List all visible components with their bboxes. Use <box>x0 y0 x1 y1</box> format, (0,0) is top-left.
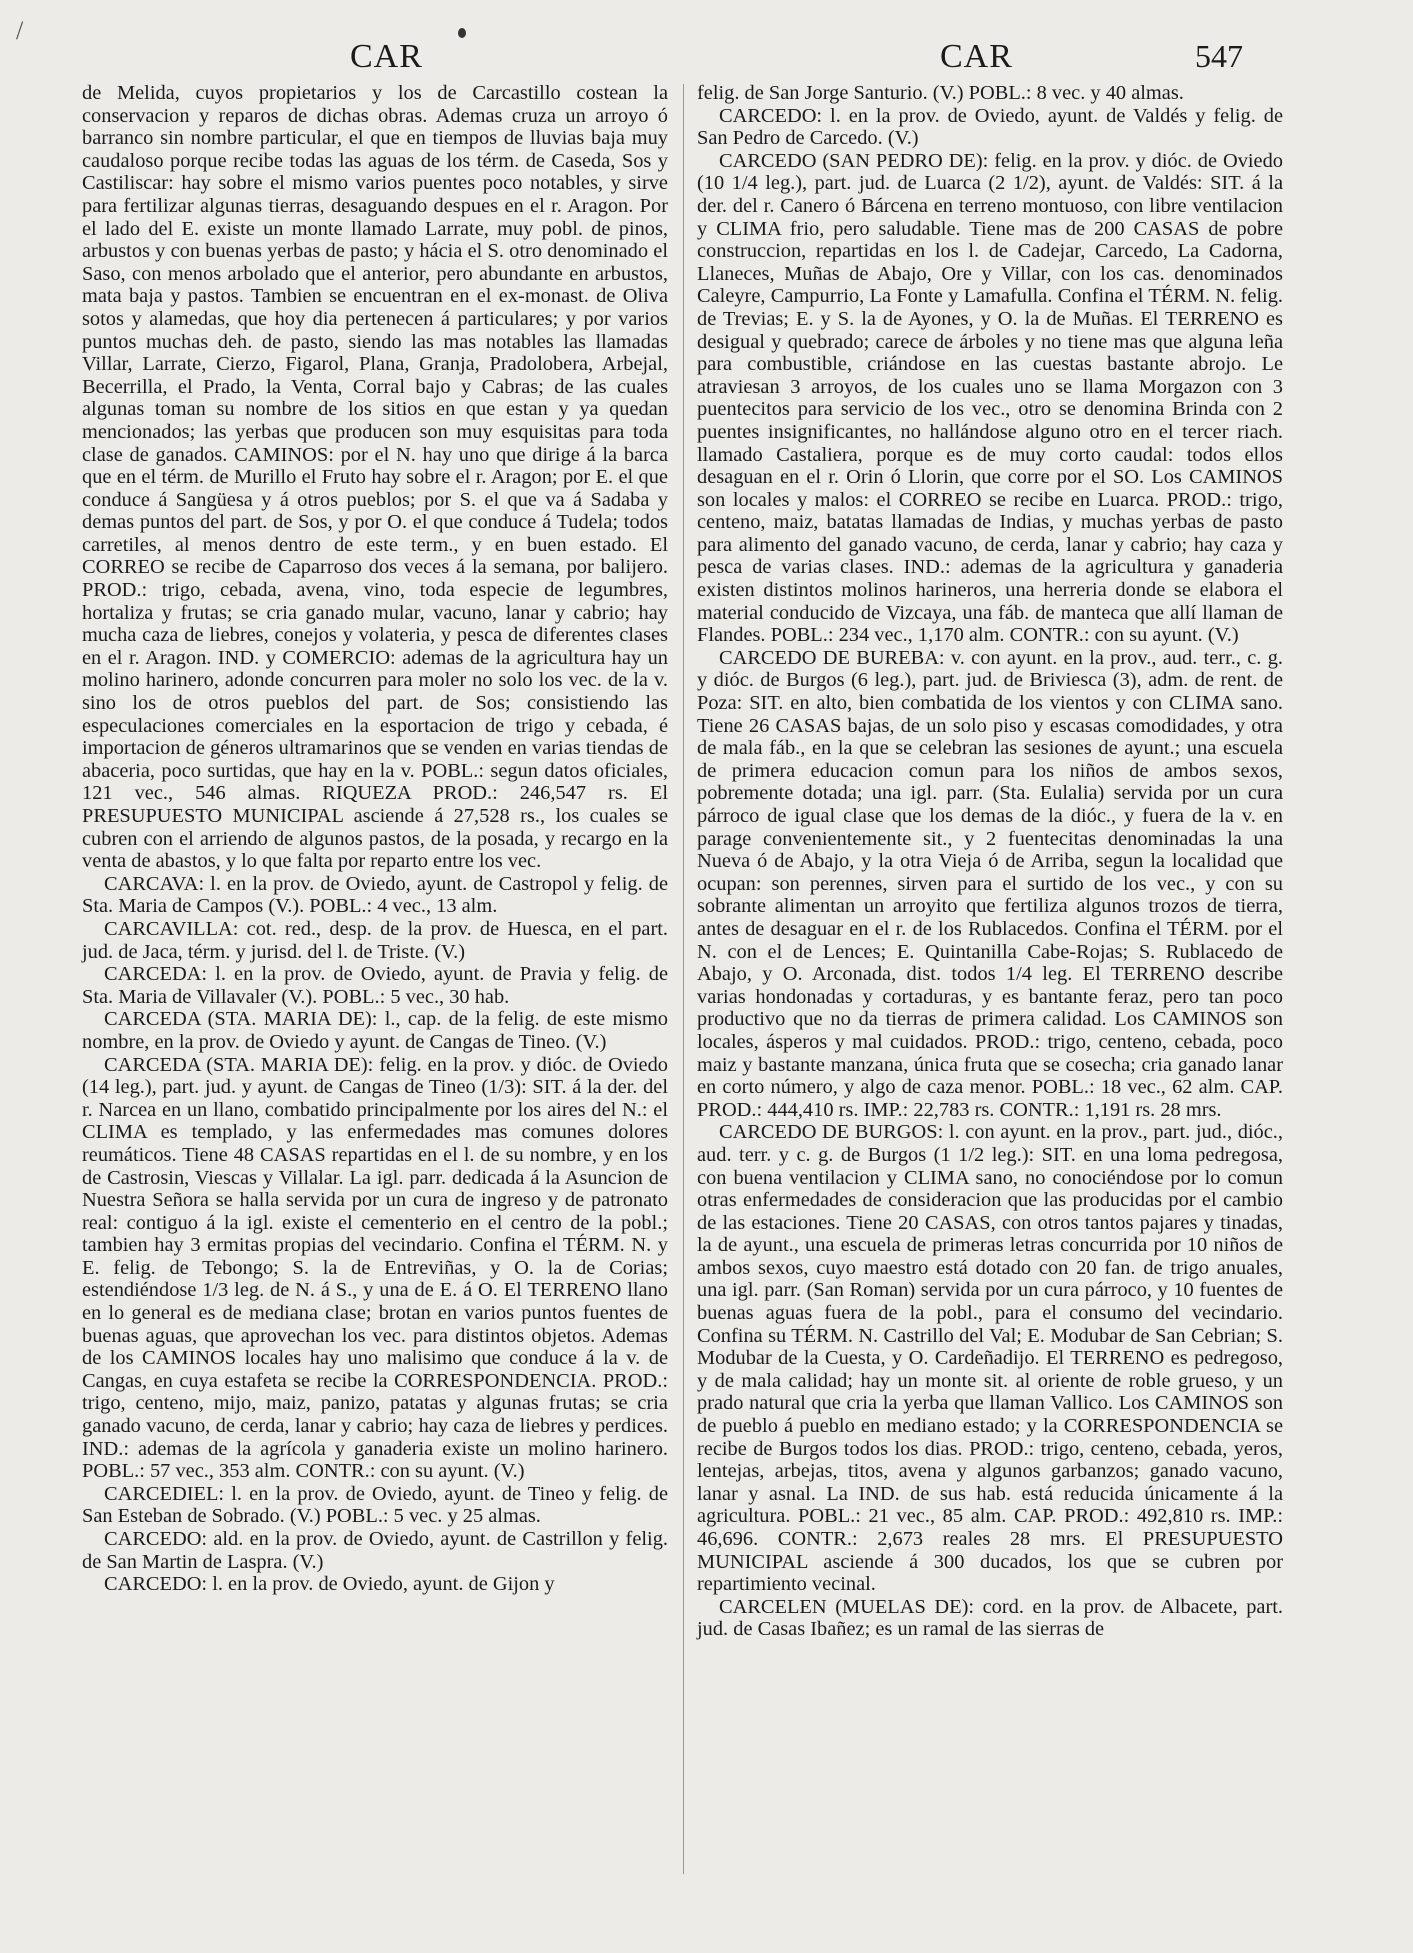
column-divider <box>683 84 684 1874</box>
ink-dot <box>458 28 466 38</box>
dictionary-entry: CARCEDA (STA. MARIA DE): l., cap. de la felig. de este mismo nombre, en la prov. de Oviedo y ayunt. de Cangas de Tineo. (V.) <box>82 1008 668 1053</box>
dictionary-entry: CARCAVA: l. en la prov. de Oviedo, ayunt. de Castropol y felig. de Sta. Maria de Campos (V.). POBL.: 4 vec., 13 alm. <box>82 872 668 918</box>
dictionary-entry: CARCELEN (MUELAS DE): cord. en la prov. de Albacete, part. jud. de Casas Ibañez; es un ramal de las sierras de <box>697 1595 1283 1641</box>
dictionary-entry: CARCAVILLA: cot. red., desp. de la prov. de Huesca, en el part. jud. de Jaca, térm. y jurisd. del l. de Triste. (V.) <box>82 917 668 963</box>
corner-mark: / <box>16 16 24 45</box>
dictionary-entry: CARCEDA (STA. MARIA DE): felig. en la prov. y dióc. de Oviedo (14 leg.), part. jud. y ayunt. de Cangas de Tineo (1/3): SIT. á la der. del r. Narcea en un llano, combatido principalmente por los aires del N.: el CLIMA es templado, y las enfermedades mas comunes dolores reumáticos. Tiene 48 CASAS repartidas en el l. de su nombre, y en los de Castrosin, Viescas y Villalar. La igl. parr. dedicada á la Asuncion de Nuestra Señora se halla servida por un cura de ingreso y de patronato real: contiguo á la igl. existe el cementerio en el centro de la pobl.; tambien hay 3 ermitas propias del vecindario. Confina el TÉRM. N. y E. felig. de Tebongo; S. la de Entreviñas, y O. la de Corias; estendiéndose 1/3 leg. de N. á S., y una de E. á O. El TERRENO llano en lo general es de mediana clase; brotan en varios puntos fuentes de buenas aguas, que aprovechan los vec. para distintos objetos. Ademas de los CAMINOS locales hay uno malisimo que conduce á la v. de Cangas, en cuya estafeta se recibe la CORRESPONDENCIA. PROD.: trigo, centeno, mijo, maiz, panizo, patatas y algunas frutas; se cria ganado vacuno, de cerda, lanar y cabrio; hay caza de liebres y perdices. IND.: ademas de la agrícola y ganaderia existe un molino harinero. POBL.: 57 vec., 353 alm. CONTR.: con su ayunt. (V.) <box>82 1053 668 1483</box>
dictionary-entry: de Melida, cuyos propietarios y los de Carcastillo costean la conservacion y reparos de dichas obras. Ademas cruza un arroyo ó barranco sin nombre particular, el que en tiempos de lluvias baja muy caudaloso porque recibe todas las aguas de los térm. de Caseda, Sos y Castiliscar: hay sobre el mismo varios puentes poco notables, y sirve para fertilizar algunas tierras, desaguando despues en el r. Aragon. Por el lado del E. existe un monte llamado Larrate, muy pobl. de pinos, arbustos y con buenas yerbas de pasto; y hácia el S. otro denominado el Saso, con menos arbolado que el anterior, pero abundante en arbustos, mata baja y pastos. Tambien se encuentran en el ex-monast. de Oliva sotos y alamedas, que hoy dia pertenecen á particulares; y por varios puntos muchas deh. de pasto, siendo las mas notables las llamadas Villar, Larrate, Cierzo, Figarol, Plana, Granja, Pradolobera, Arbejal, Becerrilla, el Prado, la Venta, Corral bajo y Cabras; de las cuales algunas toman su nombre de los sitios en que estan y ya quedan mencionados; las yerbas que producen son muy esquisitas para toda clase de ganados. CAMINOS: por el N. hay uno que dirige á la barca que en el térm. de Murillo el Fruto hay sobre el r. Aragon; por E. el que conduce á Sangüesa y á otros pueblos; por S. el que va á Sadaba y demas puntos del part. de Sos, y por O. el que conduce á Tudela; todos carretiles, al menos dentro de este term., y en buen estado. El CORREO se recibe de Caparroso dos veces á la semana, por balijero. PROD.: trigo, cebada, avena, vino, toda especie de legumbres, hortaliza y frutas; se cria ganado mular, vacuno, lanar y cabrio; hay mucha caza de liebres, conejos y volateria, y pesca de diferentes clases en el r. Aragon. IND. y COMERCIO: ademas de la agricultura hay un molino harinero, adonde concurren para moler no solo los vec. de la v. sino los de otros pueblos del part. de Sos; consistiendo las especulaciones comerciales en la esportacion de trigo y cebada, é importacion de géneros ultramarinos que se venden en varias tiendas de abaceria, poco surtidas, que hay en la v. POBL.: segun datos oficiales, 121 vec., 546 almas. RIQUEZA PROD.: 246,547 rs. El PRESUPUESTO MUNICIPAL asciende á 27,528 rs., los cuales se cubren con el arriendo de algunos pastos, de la posada, y recargo en la venta de abastos, y lo que falta por reparto entre los vec. <box>82 82 668 873</box>
dictionary-entry: CARCEDO (SAN PEDRO DE): felig. en la prov. y dióc. de Oviedo (10 1/4 leg.), part. jud. de Luarca (2 1/2), ayunt. de Valdés: SIT. á la der. del r. Canero ó Bárcena en terreno montuoso, con libre ventilacion y CLIMA frio, pero saludable. Tiene mas de 200 CASAS de pobre construccion, repartidas en los l. de Cadejar, Carcedo, La Cadorna, Llaneces, Muñas de Abajo, Ore y Villar, con los cas. denominados Caleyre, Campurrio, La Fonte y Lamafulla. Confina el TÉRM. N. felig. de Trevias; E. y S. la de Ayones, y O. la de Muñas. El TERRENO es desigual y quebrado; carece de árboles y no tiene mas que alguna leña para combustible, criándose en las cuestas bastante abrojo. Le atraviesan 3 arroyos, de los cuales uno se llama Morgazon con 3 puentecitos para servicio de los vec., otro se denomina Brinda con 2 puentes insignificantes, no hallándose alguno otro en el tercer riach. llamado Castaliera, porque es de muy corto caudal: todos ellos desaguan en el r. Orin ó Llorin, que corre por el SO. Los CAMINOS son locales y malos: el CORREO se recibe en Luarca. PROD.: trigo, centeno, maiz, batatas llamadas de Indias, y muchas yerbas de pasto para alimento del ganado vacuno, de cerda, lanar y cabrio; hay caza y pesca de varias clases. IND.: ademas de la agricultura y ganaderia existen distintos molinos harineros, una herreria donde se elabora el material conducido de Vizcaya, una fáb. de manteca que allí llaman de Flandes. POBL.: 234 vec., 1,170 alm. CONTR.: con su ayunt. (V.) <box>697 149 1283 647</box>
dictionary-entry: CARCEDO: l. en la prov. de Oviedo, ayunt. de Valdés y felig. de San Pedro de Carcedo. (V.) <box>697 104 1283 150</box>
page-number: 547 <box>1195 38 1243 74</box>
left-column <box>82 82 668 1596</box>
dictionary-entry: CARCEDO: ald. en la prov. de Oviedo, ayunt. de Castrillon y felig. de San Martin de Laspra. (V.) <box>82 1528 668 1573</box>
dictionary-entry: CARCEDO: l. en la prov. de Oviedo, ayunt. de Gijon y <box>104 1573 555 1596</box>
dictionary-entry: CARCEDO DE BUREBA: v. con ayunt. en la prov., aud. terr., c. g. y dióc. de Burgos (6 leg.), part. jud. de Briviesca (3), adm. de rent. de Poza: SIT. en alto, bien combatida de los vientos y con CLIMA sano. Tiene 26 CASAS bajas, de un solo piso y escasas comodidades, y otra de mala fáb., en la que se celebran las sesiones de ayunt.; una escuela de primera educacion comun para los niños de ambos sexos, pobremente dotada; una igl. parr. (Sta. Eulalia) servida por un cura párroco de igual clase que los demas de la dióc., y fuera de la v. en parage convenientemente sit., y 2 fuentecitas denominadas la una Nueva ó de Abajo, y la otra Vieja ó de Arriba, segun la localidad que ocupan: son perennes, sirven para el surtido de los vec., y con su sobrante alimentan un arroyito que fertiliza algunos trozos de tierra, antes de desaguar en el r. de los Rublacedos. Confina el TÉRM. por el N. con el de Lences; E. Quintanilla Cabe-Rojas; S. Rublacedo de Abajo, y O. Arconada, dist. todos 1/4 leg. El TERRENO describe varias hondonadas y cortaduras, y es bantante feraz, pero tan poco productivo que no da tierras de primera calidad. Los CAMINOS son locales, ásperos y mal cuidados. PROD.: trigo, centeno, cebada, poco maiz y bastante manzana, única fruta que se cosecha; cria ganado lanar en corto número, y algo de caza menor. POBL.: 18 vec., 62 alm. CAP. PROD.: 444,410 rs. IMP.: 22,783 rs. CONTR.: 1,191 rs. 28 mrs. <box>697 646 1283 1121</box>
running-head-right: CAR <box>940 38 1013 75</box>
page-header <box>0 38 1413 84</box>
dictionary-entry: felig. de San Jorge Santurio. (V.) POBL.: 8 vec. y 40 almas. <box>697 82 1184 104</box>
right-column <box>697 82 1283 1641</box>
dictionary-entry: CARCEDO DE BURGOS: l. con ayunt. en la prov., part. jud., dióc., aud. terr. y c. g. de Burgos (1 1/2 leg.): SIT. en una loma pedregosa, con buena ventilacion y CLIMA sano, no conociéndose por lo comun otras enfermedades de consideracion que las producidas por el cambio de las estaciones. Tiene 20 CASAS, con otros tantos pajares y tinadas, la de ayunt., una escuela de primeras letras concurrida por 10 niños de ambos sexos, cuyo maestro está dotado con 20 fan. de trigo anuales, una igl. parr. (San Roman) servida por un cura párroco, y 10 fuentes de buenas aguas fuera de la pobl., para el consumo del vecindario. Confina su TÉRM. N. Castrillo del Val; E. Modubar de San Cebrian; S. Modubar de la Cuesta, y O. Cardeñadijo. El TERRENO es pedregoso, y de mala calidad; hay un monte sit. al oriente de roble grueso, y un prado natural que cria la yerba que llaman Vallico. Los CAMINOS son de pueblo á pueblo en mediano estado; y la CORRESPONDENCIA se recibe de Burgos todos los dias. PROD.: trigo, centeno, cebada, yeros, lentejas, arbejas, titos, avena y algunos garbanzos; ganado vacuno, lanar y asnal. La IND. de sus hab. está reducida únicamente á la agricultura. POBL.: 21 vec., 85 alm. CAP. PROD.: 492,810 rs. IMP.: 46,696. CONTR.: 2,673 reales 28 mrs. El PRESUPUESTO MUNICIPAL asciende á 300 ducados, los que se cubren por repartimiento vecinal. <box>697 1121 1283 1596</box>
running-head-left: CAR <box>350 38 423 75</box>
dictionary-entry: CARCEDIEL: l. en la prov. de Oviedo, ayunt. de Tineo y felig. de San Esteban de Sobrado. (V.) POBL.: 5 vec. y 25 almas. <box>82 1482 668 1528</box>
dictionary-entry: CARCEDA: l. en la prov. de Oviedo, ayunt. de Pravia y felig. de Sta. Maria de Villavaler (V.). POBL.: 5 vec., 30 hab. <box>82 963 668 1008</box>
